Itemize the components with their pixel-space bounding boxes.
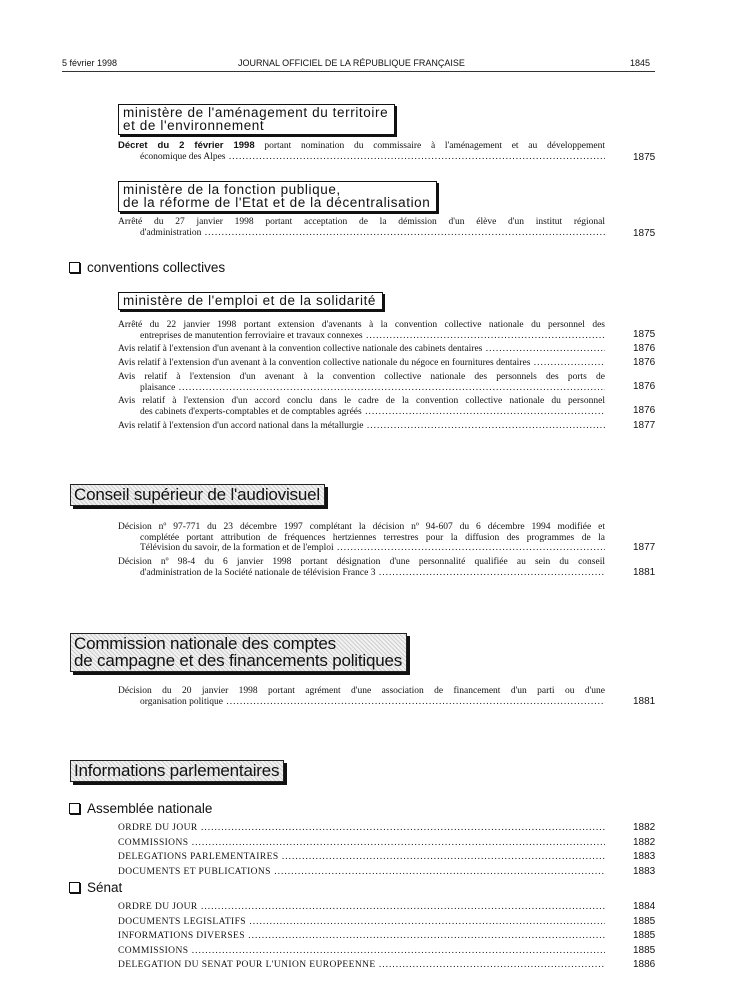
toc-entry[interactable] [118,217,605,238]
page-ref: 1875 [633,228,656,239]
header-rule [62,71,655,72]
checkbox-icon [69,803,80,814]
entry-text-cont: d'administration ..... [118,228,605,239]
info-parl-title-box [70,760,284,782]
entry-text: Décision nº 98-4 du 6 janvier 1998 portant désignation d'une personnalité qualifiée au sein du conseil [118,557,605,567]
section-heading: conventions collectives [87,260,226,275]
page-ref: 1882 [633,822,656,833]
toc-entry[interactable] [118,141,605,162]
toc-entry[interactable] [118,686,605,707]
page-ref: 1877 [633,542,656,553]
toc-entry[interactable] [118,867,605,878]
toc-entry[interactable] [118,421,605,432]
page-ref: 1886 [633,959,656,970]
page-ref: 1883 [633,851,656,862]
entry-text: ORDRE DU JOUR ..... [118,902,605,913]
toc-entry[interactable] [118,931,605,942]
entry-text: Avis relatif à l'extension d'un accord national dans la métallurgie ..... [118,421,605,432]
page-ref: 1876 [633,357,656,368]
page-ref: 1885 [633,915,656,927]
entry-bold-title: Décret du 2 février 1998 [118,141,255,151]
entry-text: Décision nº 97-771 du 23 décembre 1997 complétant la décision nº 94-607 du 6 décembre 1994 modifiée et [118,522,605,532]
header-journal-title: JOURNAL OFFICIEL DE LA RÉPUBLIQUE FRANÇAISE [238,58,465,68]
page-ref: 1885 [633,930,656,941]
entry-text: Arrêté du 22 janvier 1998 portant extension d'avenants à la convention collective nationale du personnel des [118,320,605,330]
csa-title: Conseil supérieur de l'audiovisuel [74,485,320,504]
toc-entry[interactable] [118,960,605,971]
page-ref: 1884 [633,901,656,912]
entry-text-cont: plaisance ..... [118,383,605,394]
page-ref: 1882 [633,836,656,848]
page-ref: 1877 [633,420,656,431]
cnccfp-title-box [70,633,407,672]
entry-text: COMMISSIONS ..... [118,946,605,957]
entry-text-cont: organisation politique ..... [118,697,605,708]
toc-entry[interactable] [118,823,605,834]
page-ref: 1876 [633,381,656,392]
entry-text: INFORMATIONS DIVERSES ..... [118,931,605,942]
entry-text-cont: des cabinets d'experts-comptables et de comptables agréés ..... [118,407,605,418]
toc-entry[interactable] [118,344,605,355]
toc-entry[interactable] [118,838,605,849]
page-ref: 1875 [633,152,656,163]
section-conventions [69,260,225,275]
toc-entry[interactable] [118,852,605,863]
page-ref: 1883 [633,865,656,877]
ministry-title-line1: ministère de la fonction publique, [123,182,341,197]
header-page-number: 1845 [630,58,651,68]
toc-entry[interactable] [118,902,605,913]
entry-text: COMMISSIONS ..... [118,838,605,849]
page-ref: 1881 [633,567,656,578]
ministry-fonction-publique-box [118,181,437,212]
page-ref: 1881 [633,696,656,707]
page-ref: 1876 [633,405,656,416]
ministry-amenagement-box [118,104,395,135]
toc-entry[interactable] [118,396,605,417]
toc-entry[interactable] [118,372,605,393]
entry-text: Avis relatif à l'extension d'un avenant à la convention collective nationale des personnels des ports de [118,372,605,382]
toc-entry[interactable] [118,320,605,341]
toc-entry[interactable] [118,358,605,369]
entry-text-cont: économique des Alpes ..... [118,152,605,163]
ministry-title-line2: et de l'environnement [123,118,265,133]
entry-text: Avis relatif à l'extension d'un accord conclu dans le cadre de la convention collective nationale du personnel [118,396,605,406]
checkbox-icon [69,882,80,893]
entry-text: Arrêté du 27 janvier 1998 portant acceptation de la démission d'un élève d'un institut régional [118,217,605,227]
entry-text: DÉLÉGATIONS PARLEMENTAIRES ..... [118,852,605,863]
toc-entry[interactable] [118,917,605,928]
section-senat [69,880,122,895]
entry-text-cont: Télévision du savoir, de la formation et de l'emploi ..... [118,543,605,554]
info-parl-title: Informations parlementaires [74,761,280,780]
entry-text-cont: d'administration de la Société nationale de télévision France 3 ..... [118,568,605,579]
entry-text: portant nomination du commissaire à l'aménagement et au développement [264,141,605,151]
toc-entry[interactable] [118,557,605,578]
entry-text: Avis relatif à l'extension d'un avenant à la convention collective nationale du négoce en fournitures dentaires ..... [118,358,605,369]
entry-text: DOCUMENTS ET PUBLICATIONS ..... [118,867,605,878]
section-assemblee [69,801,212,816]
section-heading: Sénat [87,880,123,895]
entry-text-cont: entreprises de manutention ferroviaire et travaux connexes ..... [118,331,605,342]
ministry-emploi-box [118,292,383,310]
entry-text: ORDRE DU JOUR ..... [118,823,605,834]
checkbox-icon [69,262,80,273]
entry-text-cont: complétée portant attribution de fréquences hertziennes terrestres pour la diffusion des programmes de la [140,532,605,543]
toc-entry[interactable] [118,946,605,957]
ministry-title-line2: de la réforme de l'Etat et de la décentralisation [123,195,431,210]
entry-text: Avis relatif à l'extension d'un avenant à la convention collective nationale des cabinets dentaires ..... [118,344,605,355]
toc-entry[interactable] [118,522,605,554]
page-ref: 1876 [633,343,656,354]
header-date: 5 février 1998 [62,58,118,68]
ministry-title-line1: ministère de l'aménagement du territoire [123,105,389,120]
page-ref: 1875 [633,329,656,340]
cnccfp-title-line1: Commission nationale des comptes [74,634,336,653]
entry-text: DOCUMENTS LÉGISLATIFS ..... [118,917,605,928]
page-ref: 1885 [633,944,656,956]
section-heading: Assemblée nationale [87,801,213,816]
ministry-title: ministère de l'emploi et de la solidarité [123,293,377,308]
cnccfp-title-line2: de campagne et des financements politiques [74,651,403,670]
entry-text: Décision du 20 janvier 1998 portant agrément d'une association de financement d'un parti ou d'une [118,686,605,696]
csa-title-box [70,484,325,506]
entry-text: DÉLÉGATION DU SÉNAT POUR L'UNION EUROPÉENNE ..... [118,960,605,971]
